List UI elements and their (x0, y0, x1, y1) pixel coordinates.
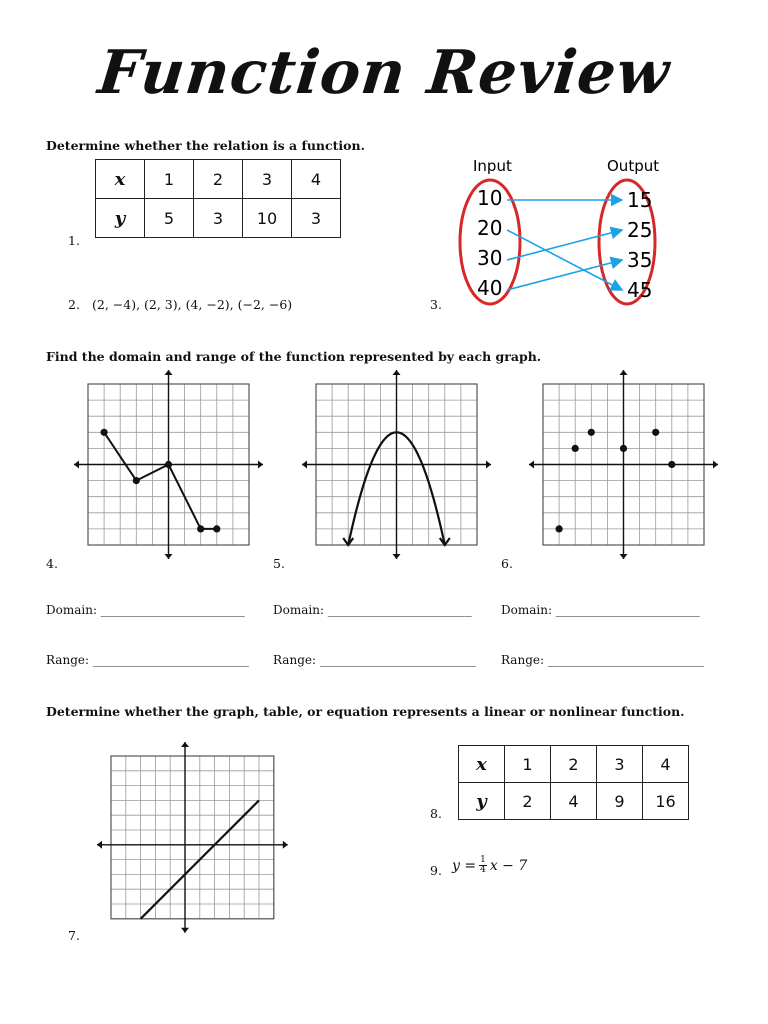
q9-number: 9. (430, 863, 442, 878)
axis-arrow (393, 554, 401, 559)
table-cell: 10 (243, 199, 292, 238)
instruction-linear: Determine whether the graph, table, or equation represents a linear or nonlinear function. (46, 704, 685, 719)
range-field-6[interactable]: Range: __________________________ (501, 653, 704, 667)
range-field-4[interactable]: Range: __________________________ (46, 653, 249, 667)
graph-point (213, 525, 220, 532)
equation-fraction (479, 856, 487, 875)
q2-number: 2. (68, 297, 80, 312)
table-cell: 2 (551, 746, 597, 783)
scatter-point (556, 525, 563, 532)
scatter-point (588, 429, 595, 436)
graph-5 (298, 368, 494, 568)
table-cell: 3 (194, 199, 243, 238)
page-title: Function Review (94, 38, 674, 108)
axis-arrow (258, 461, 263, 469)
input-label: Input (473, 157, 512, 175)
axis-arrow (165, 370, 173, 375)
table-row (459, 746, 689, 783)
output-value: 25 (627, 218, 653, 242)
axis-arrow (620, 370, 628, 375)
input-value: 40 (477, 276, 503, 300)
table-cell: 2 (194, 160, 243, 199)
input-value: 30 (477, 246, 503, 270)
graph-point (133, 477, 140, 484)
axis-arrow (620, 554, 628, 559)
table-cell: 9 (597, 783, 643, 820)
q1-table (95, 159, 341, 238)
q5-number: 5. (273, 556, 285, 571)
table-cell: 4 (551, 783, 597, 820)
graph-7 (93, 738, 293, 938)
axis-arrow (165, 554, 173, 559)
graph-6 (525, 368, 725, 568)
table-cell: 1 (145, 160, 194, 199)
domain-field-4[interactable]: Domain: ________________________ (46, 603, 245, 617)
q2-relation: (2, −4), (2, 3), (4, −2), (−2, −6) (92, 297, 293, 312)
table-cell: 16 (643, 783, 689, 820)
input-value: 20 (477, 216, 503, 240)
q7-number: 7. (68, 928, 80, 943)
graph-point (165, 461, 172, 468)
q3-mapping-diagram (455, 150, 685, 315)
table-row (459, 783, 689, 820)
y-header: y (96, 199, 145, 238)
table-cell: 5 (145, 199, 194, 238)
axis-arrow (393, 370, 401, 375)
table-cell: 3 (597, 746, 643, 783)
scatter-point (572, 445, 579, 452)
q1-number: 1. (68, 233, 80, 248)
table-row (96, 160, 341, 199)
output-value: 35 (627, 248, 653, 272)
output-value: 15 (627, 188, 653, 212)
scatter-point (620, 445, 627, 452)
axis-arrow (97, 841, 102, 849)
table-cell: 3 (292, 199, 341, 238)
q6-number: 6. (501, 556, 513, 571)
table-cell: 1 (505, 746, 551, 783)
fraction-denominator: 4 (480, 865, 486, 875)
mapping-arrow (507, 230, 622, 260)
table-cell: 4 (292, 160, 341, 199)
table-row (96, 199, 341, 238)
axis-arrow (486, 461, 491, 469)
domain-field-6[interactable]: Domain: ________________________ (501, 603, 700, 617)
q3-number: 3. (430, 297, 442, 312)
table-cell: 2 (505, 783, 551, 820)
x-header: x (459, 746, 505, 783)
q4-number: 4. (46, 556, 58, 571)
table-cell: 4 (643, 746, 689, 783)
grid-border (111, 756, 274, 919)
axis-arrow (74, 461, 79, 469)
graph-point (197, 525, 204, 532)
graph-point (101, 429, 108, 436)
equation-lhs: y = (452, 857, 477, 874)
q8-number: 8. (430, 806, 442, 821)
x-header: x (96, 160, 145, 199)
axis-arrow (529, 461, 534, 469)
output-value: 45 (627, 278, 653, 302)
range-field-5[interactable]: Range: __________________________ (273, 653, 476, 667)
input-value: 10 (477, 186, 503, 210)
axis-arrow (302, 461, 307, 469)
output-label: Output (607, 157, 660, 175)
instruction-domain-range: Find the domain and range of the function represented by each graph. (46, 349, 542, 364)
q8-table (458, 745, 689, 820)
table-cell: 3 (243, 160, 292, 199)
mapping-arrow (507, 230, 622, 290)
instruction-relation: Determine whether the relation is a function. (46, 138, 365, 153)
scatter-point (652, 429, 659, 436)
q9-equation (452, 856, 527, 875)
scatter-point (668, 461, 675, 468)
axis-arrow (181, 742, 189, 747)
equation-rhs: x − 7 (489, 857, 528, 874)
y-header: y (459, 783, 505, 820)
fraction-numerator: 1 (480, 855, 486, 865)
axis-arrow (181, 928, 189, 933)
domain-field-5[interactable]: Domain: ________________________ (273, 603, 472, 617)
graph-4 (70, 368, 266, 568)
axis-arrow (283, 841, 288, 849)
axis-arrow (713, 461, 718, 469)
